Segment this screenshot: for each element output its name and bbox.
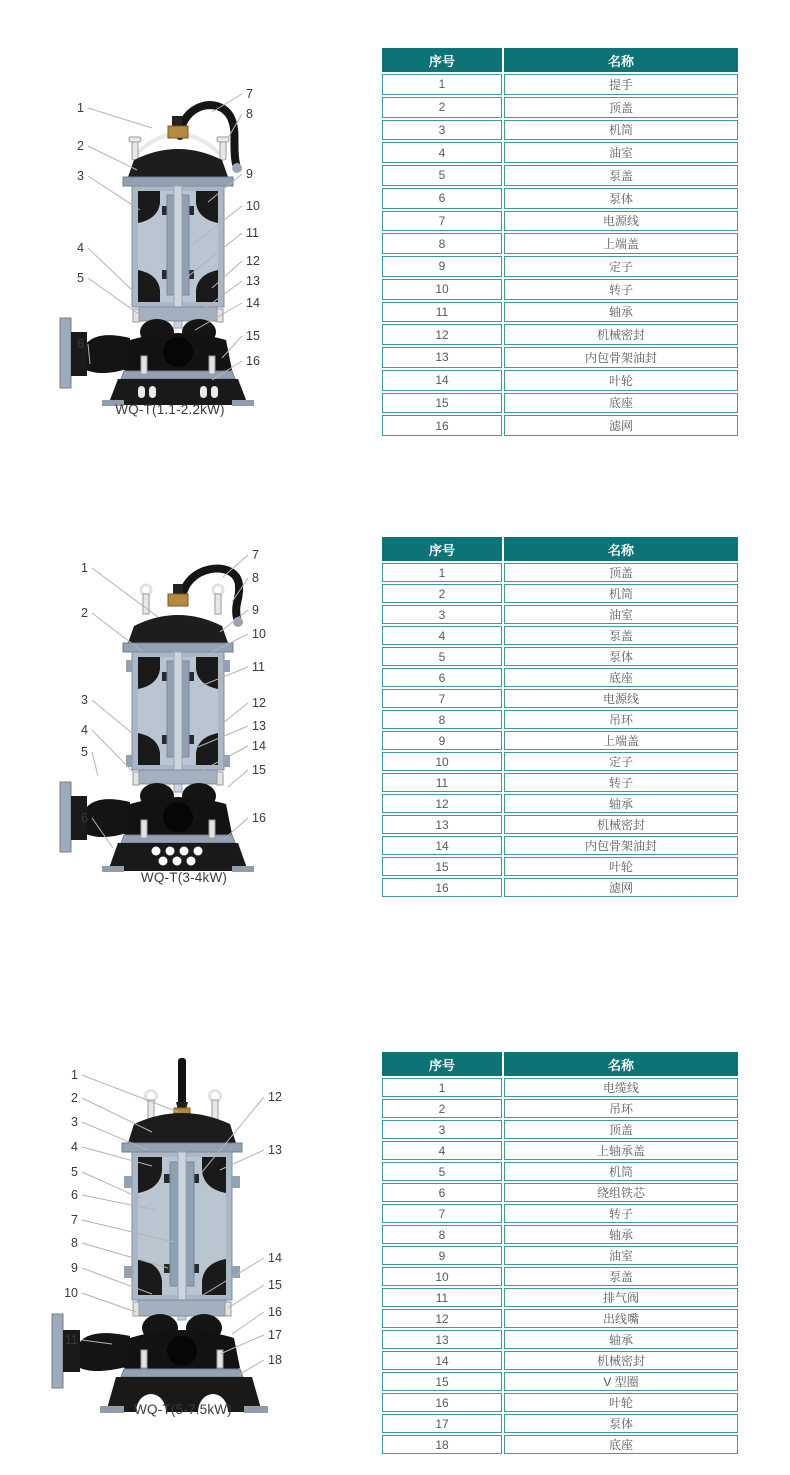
discharge-flange [52,1314,63,1388]
part-name-cell: 定子 [504,752,738,771]
table-row [382,815,738,834]
top-cover [128,149,228,177]
callout-number: 4 [77,241,84,255]
table-row [382,233,738,254]
power-cable [178,1058,186,1106]
part-index-cell: 13 [382,347,502,368]
part-index-cell: 10 [382,1267,502,1286]
pump-cutaway-illustration [40,80,340,425]
pump-diagram-wqt-5-7-5kw [30,1050,340,1430]
part-name-cell: 底座 [504,668,738,687]
callout-leader-line [92,752,98,776]
part-index-cell: 9 [382,256,502,277]
pump-diagram-wqt-1-1-2-2kw [40,80,340,425]
callout-number: 16 [252,811,266,825]
pump-model-caption: WQ-T(3-4kW) [140,870,228,885]
column-header-index: 序号 [382,48,502,72]
callout-leader-line [228,1285,264,1308]
callout-number: 5 [81,745,88,759]
table-row [382,794,738,813]
part-name-cell: 油室 [504,142,738,163]
part-index-cell: 10 [382,752,502,771]
callout-number: 10 [246,199,260,213]
table-row [382,1099,738,1118]
callout-number: 3 [77,169,84,183]
part-index-cell: 1 [382,563,502,582]
part-index-cell: 8 [382,233,502,254]
part-index-cell: 13 [382,815,502,834]
part-index-cell: 3 [382,1120,502,1139]
callout-number: 2 [77,139,84,153]
part-name-cell: 机械密封 [504,324,738,345]
table-row [382,731,738,750]
part-index-cell: 9 [382,731,502,750]
part-index-cell: 6 [382,668,502,687]
table-row [382,302,738,323]
callout-number: 14 [268,1251,282,1265]
pump-model-caption: WQ-T(1.1-2.2kW) [115,402,225,417]
table-header-row [382,537,738,561]
part-index-cell: 12 [382,1309,502,1328]
part-name-cell: 电源线 [504,211,738,232]
callout-number: 7 [71,1213,78,1227]
callout-number: 1 [77,101,84,115]
callout-number: 14 [252,739,266,753]
table-row [382,1267,738,1286]
shaft [178,1152,186,1320]
part-index-cell: 4 [382,1141,502,1160]
callout-number: 9 [246,167,253,181]
discharge-pipe [86,335,130,373]
part-index-cell: 8 [382,1225,502,1244]
callout-number: 8 [252,571,259,585]
part-name-cell: 泵盖 [504,1267,738,1286]
discharge-flange [60,318,71,388]
part-name-cell: 叶轮 [504,370,738,391]
callout-number: 2 [71,1091,78,1105]
part-name-cell: 油室 [504,605,738,624]
part-name-cell: 绕组铁芯 [504,1183,738,1202]
table-row [382,1309,738,1328]
callout-number: 5 [71,1165,78,1179]
part-index-cell: 17 [382,1414,502,1433]
callout-leader-line [92,568,158,617]
callout-leader-line [240,1360,264,1374]
part-index-cell: 1 [382,1078,502,1097]
callout-number: 16 [246,354,260,368]
part-name-cell: 泵体 [504,188,738,209]
part-name-cell: 上端盖 [504,731,738,750]
table-row [382,1162,738,1181]
callout-leader-line [228,770,248,787]
part-index-cell: 11 [382,302,502,323]
callout-number: 10 [64,1286,78,1300]
part-name-cell: 上端盖 [504,233,738,254]
part-name-cell: 轴承 [504,302,738,323]
table-row [382,1351,738,1370]
callout-number: 12 [252,696,266,710]
table-row [382,370,738,391]
table-row [382,710,738,729]
part-name-cell: 顶盖 [504,97,738,118]
callout-number: 11 [252,660,265,674]
part-name-cell: 机械密封 [504,815,738,834]
part-index-cell: 2 [382,97,502,118]
part-index-cell: 14 [382,1351,502,1370]
part-name-cell: 泵体 [504,647,738,666]
table-row [382,1414,738,1433]
callout-number: 1 [81,561,88,575]
part-index-cell: 10 [382,279,502,300]
callout-number: 15 [252,763,266,777]
part-name-cell: 电源线 [504,689,738,708]
table-row [382,188,738,209]
table-row [382,120,738,141]
table-row [382,1141,738,1160]
table-row [382,1246,738,1265]
callout-number: 11 [246,226,259,240]
table-row [382,836,738,855]
table-row [382,1330,738,1349]
part-index-cell: 11 [382,773,502,792]
part-name-cell: 油室 [504,1246,738,1265]
part-name-cell: 转子 [504,1204,738,1223]
table-row [382,563,738,582]
part-index-cell: 16 [382,878,502,897]
part-index-cell: 9 [382,1246,502,1265]
table-row [382,142,738,163]
part-name-cell: 出线嘴 [504,1309,738,1328]
callout-leader-line [92,730,133,772]
table-row [382,97,738,118]
part-index-cell: 6 [382,1183,502,1202]
part-index-cell: 12 [382,324,502,345]
part-index-cell: 3 [382,120,502,141]
part-name-cell: 上轴承盖 [504,1141,738,1160]
part-index-cell: 11 [382,1288,502,1307]
table-row [382,1288,738,1307]
table-header-row [382,1052,738,1076]
part-index-cell: 1 [382,74,502,95]
discharge-flange [60,782,71,852]
callout-leader-line [88,108,152,128]
table-row [382,752,738,771]
callout-number: 4 [71,1140,78,1154]
callout-number: 1 [71,1068,78,1082]
table-row [382,668,738,687]
callout-number: 4 [81,723,88,737]
callout-leader-line [88,146,137,170]
callout-number: 16 [268,1305,282,1319]
table-row [382,165,738,186]
callout-number: 14 [246,296,260,310]
callout-number: 3 [81,693,88,707]
part-name-cell: 滤网 [504,878,738,897]
part-index-cell: 12 [382,794,502,813]
callout-number: 6 [71,1188,78,1202]
discharge-pipe [80,1333,130,1371]
pump-cutaway-illustration [40,540,340,890]
callout-number: 13 [268,1143,282,1157]
part-index-cell: 7 [382,689,502,708]
part-name-cell: 滤网 [504,415,738,436]
table-row [382,393,738,414]
table-row [382,1078,738,1097]
column-header-name: 名称 [504,537,738,561]
parts-table-wqt-3-4kw [380,535,740,899]
callout-number: 3 [71,1115,78,1129]
callout-number: 6 [81,811,88,825]
part-name-cell: 泵体 [504,1414,738,1433]
part-name-cell: 底座 [504,393,738,414]
part-name-cell: 叶轮 [504,857,738,876]
callout-leader-line [82,1075,178,1112]
callout-number: 17 [268,1328,282,1342]
table-row [382,1372,738,1391]
part-index-cell: 18 [382,1435,502,1454]
part-name-cell: 吊环 [504,710,738,729]
column-header-name: 名称 [504,1052,738,1076]
callout-number: 13 [246,274,260,288]
part-name-cell: 泵盖 [504,626,738,645]
part-name-cell: 机筒 [504,120,738,141]
column-header-index: 序号 [382,537,502,561]
part-index-cell: 14 [382,836,502,855]
part-index-cell: 8 [382,710,502,729]
top-cover [128,615,228,643]
part-name-cell: 轴承 [504,1330,738,1349]
part-name-cell: 轴承 [504,1225,738,1244]
part-name-cell: 转子 [504,279,738,300]
part-index-cell: 7 [382,211,502,232]
power-cable [182,569,239,618]
callout-number: 8 [246,107,253,121]
part-index-cell: 16 [382,415,502,436]
callout-number: 10 [252,627,266,641]
part-index-cell: 2 [382,1099,502,1118]
callout-number: 15 [268,1278,282,1292]
part-index-cell: 7 [382,1204,502,1223]
pump-cutaway-illustration [30,1050,340,1430]
callout-number: 13 [252,719,266,733]
part-index-cell: 16 [382,1393,502,1412]
callout-number: 15 [246,329,260,343]
table-row [382,773,738,792]
callout-leader-line [92,700,138,738]
part-index-cell: 5 [382,165,502,186]
parts-table-wqt-1-1-2-2kw [380,46,740,438]
table-row [382,584,738,603]
callout-number: 12 [268,1090,282,1104]
pump-art [60,569,254,872]
callout-number: 9 [252,603,259,617]
table-row [382,279,738,300]
part-index-cell: 13 [382,1330,502,1349]
part-name-cell: 轴承 [504,794,738,813]
pump-model-caption: WQ-T(5-7.5kW) [134,1402,232,1417]
column-header-name: 名称 [504,48,738,72]
table-row [382,1435,738,1454]
part-name-cell: 叶轮 [504,1393,738,1412]
part-index-cell: 15 [382,857,502,876]
table-row [382,1204,738,1223]
table-row [382,1183,738,1202]
table-row [382,347,738,368]
pump-art [60,105,254,406]
callout-number: 7 [252,548,259,562]
callout-leader-line [88,248,134,292]
table-row [382,1120,738,1139]
part-name-cell: 机筒 [504,1162,738,1181]
table-row [382,1393,738,1412]
table-row [382,415,738,436]
table-row [382,211,738,232]
part-name-cell: 底座 [504,1435,738,1454]
table-row [382,689,738,708]
parts-table-wqt-5-7-5kw [380,1050,740,1456]
part-name-cell: 提手 [504,74,738,95]
part-name-cell: 顶盖 [504,1120,738,1139]
part-name-cell: 内包骨架油封 [504,347,738,368]
part-index-cell: 15 [382,393,502,414]
table-row [382,626,738,645]
part-index-cell: 6 [382,188,502,209]
part-index-cell: 5 [382,1162,502,1181]
callout-number: 7 [246,87,253,101]
part-name-cell: 泵盖 [504,165,738,186]
callout-number: 9 [71,1261,78,1275]
pump-art [52,1058,268,1413]
callout-number: 2 [81,606,88,620]
part-index-cell: 4 [382,142,502,163]
table-row [382,605,738,624]
callout-number: 11 [65,1333,78,1347]
table-row [382,74,738,95]
part-index-cell: 2 [382,584,502,603]
table-header-row [382,48,738,72]
part-name-cell: 排气阀 [504,1288,738,1307]
table-row [382,857,738,876]
part-name-cell: 吊环 [504,1099,738,1118]
part-index-cell: 15 [382,1372,502,1391]
part-name-cell: 定子 [504,256,738,277]
callout-number: 6 [77,337,84,351]
callout-leader-line [82,1293,136,1312]
table-row [382,878,738,897]
part-index-cell: 14 [382,370,502,391]
part-name-cell: V 型圈 [504,1372,738,1391]
callout-number: 8 [71,1236,78,1250]
part-name-cell: 机筒 [504,584,738,603]
part-name-cell: 机械密封 [504,1351,738,1370]
part-name-cell: 转子 [504,773,738,792]
callout-number: 12 [246,254,260,268]
part-name-cell: 电缆线 [504,1078,738,1097]
pump-diagram-wqt-3-4kw [40,540,340,890]
callout-number: 5 [77,271,84,285]
table-row [382,324,738,345]
column-header-index: 序号 [382,1052,502,1076]
part-index-cell: 3 [382,605,502,624]
part-name-cell: 顶盖 [504,563,738,582]
callout-number: 18 [268,1353,282,1367]
part-index-cell: 5 [382,647,502,666]
table-row [382,647,738,666]
callout-leader-line [232,1312,264,1334]
part-index-cell: 4 [382,626,502,645]
table-row [382,1225,738,1244]
part-name-cell: 内包骨架油封 [504,836,738,855]
table-row [382,256,738,277]
